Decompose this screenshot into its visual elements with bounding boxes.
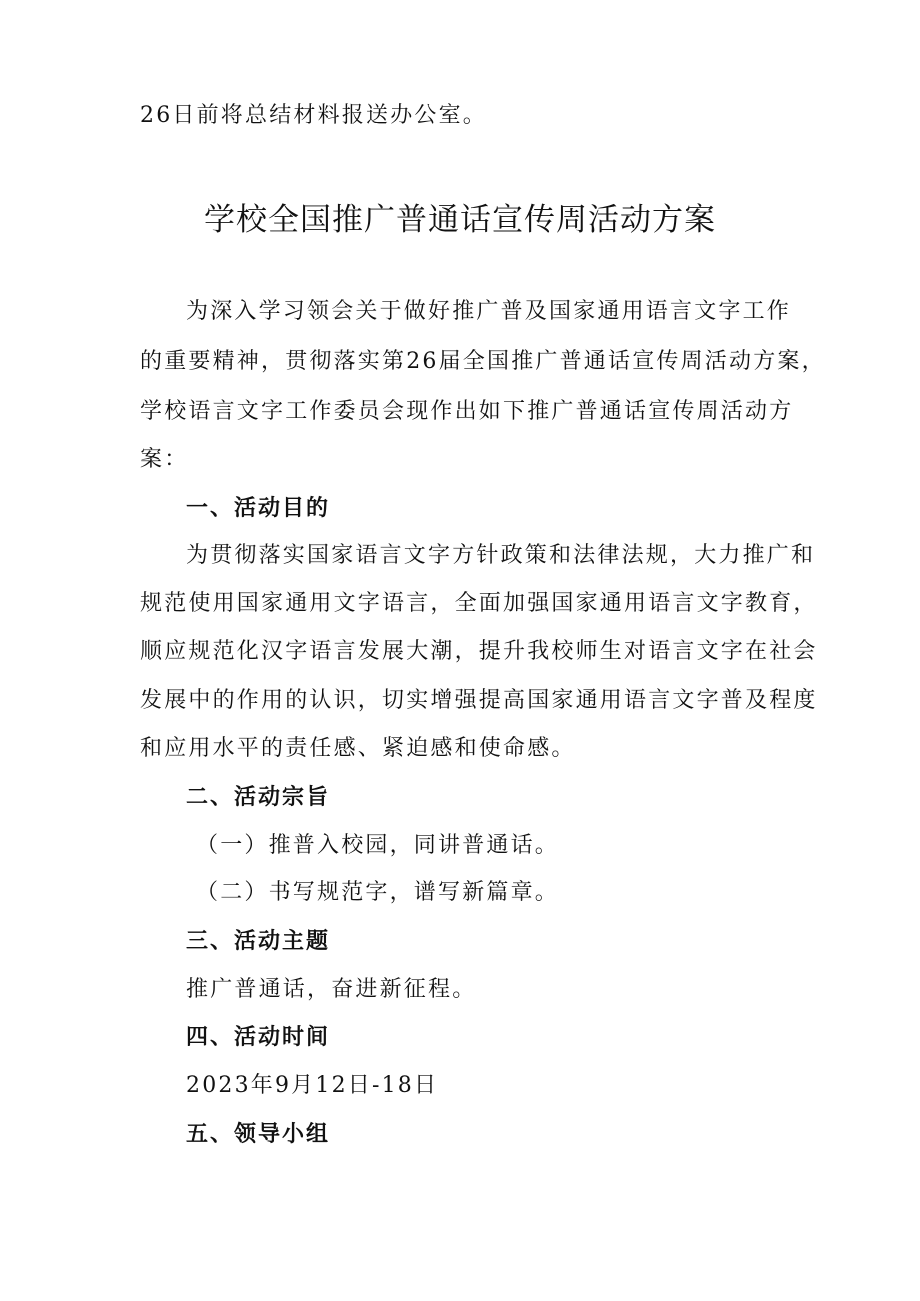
- section-2-heading: 二、活动宗旨: [186, 785, 331, 810]
- section-4-heading: 四、活动时间: [186, 1025, 331, 1050]
- section-2-item-2: （二）书写规范字，谱写新篇章。: [196, 880, 560, 905]
- section-1-line-1: 为贯彻落实国家语言文字方针政策和法律法规，大力推广和: [186, 543, 816, 568]
- preface-line-3: 学校语言文字工作委员会现作出如下推广普通话宣传周活动方: [140, 399, 794, 424]
- section-5-heading: 五、领导小组: [186, 1122, 331, 1147]
- document-title: 学校全国推广普通话宣传周活动方案: [204, 202, 716, 238]
- section-3-heading: 三、活动主题: [186, 929, 331, 954]
- section-1-heading: 一、活动目的: [186, 496, 331, 521]
- preface-line-4: 案：: [140, 447, 189, 472]
- section-4-body: 2023年9月12日-18日: [186, 1073, 439, 1098]
- intro-tail-line: 26日前将总结材料报送办公室。: [140, 103, 487, 128]
- section-1-line-2: 规范使用国家通用文字语言，全面加强国家通用语言文字教育，: [140, 591, 818, 616]
- section-2-item-1: （一）推普入校园，同讲普通话。: [196, 833, 560, 858]
- section-1-line-5: 和应用水平的责任感、紧迫感和使命感。: [140, 736, 576, 761]
- section-3-body: 推广普通话，奋进新征程。: [186, 977, 477, 1002]
- preface-line-2: 的重要精神，贯彻落实第26届全国推广普通话宣传周活动方案，: [140, 349, 826, 374]
- section-1-line-3: 顺应规范化汉字语言发展大潮，提升我校师生对语言文字在社会: [140, 639, 818, 664]
- preface-line-1: 为深入学习领会关于做好推广普及国家通用语言文字工作: [186, 299, 792, 324]
- section-1-line-4: 发展中的作用的认识，切实增强提高国家通用语言文字普及程度: [140, 688, 818, 713]
